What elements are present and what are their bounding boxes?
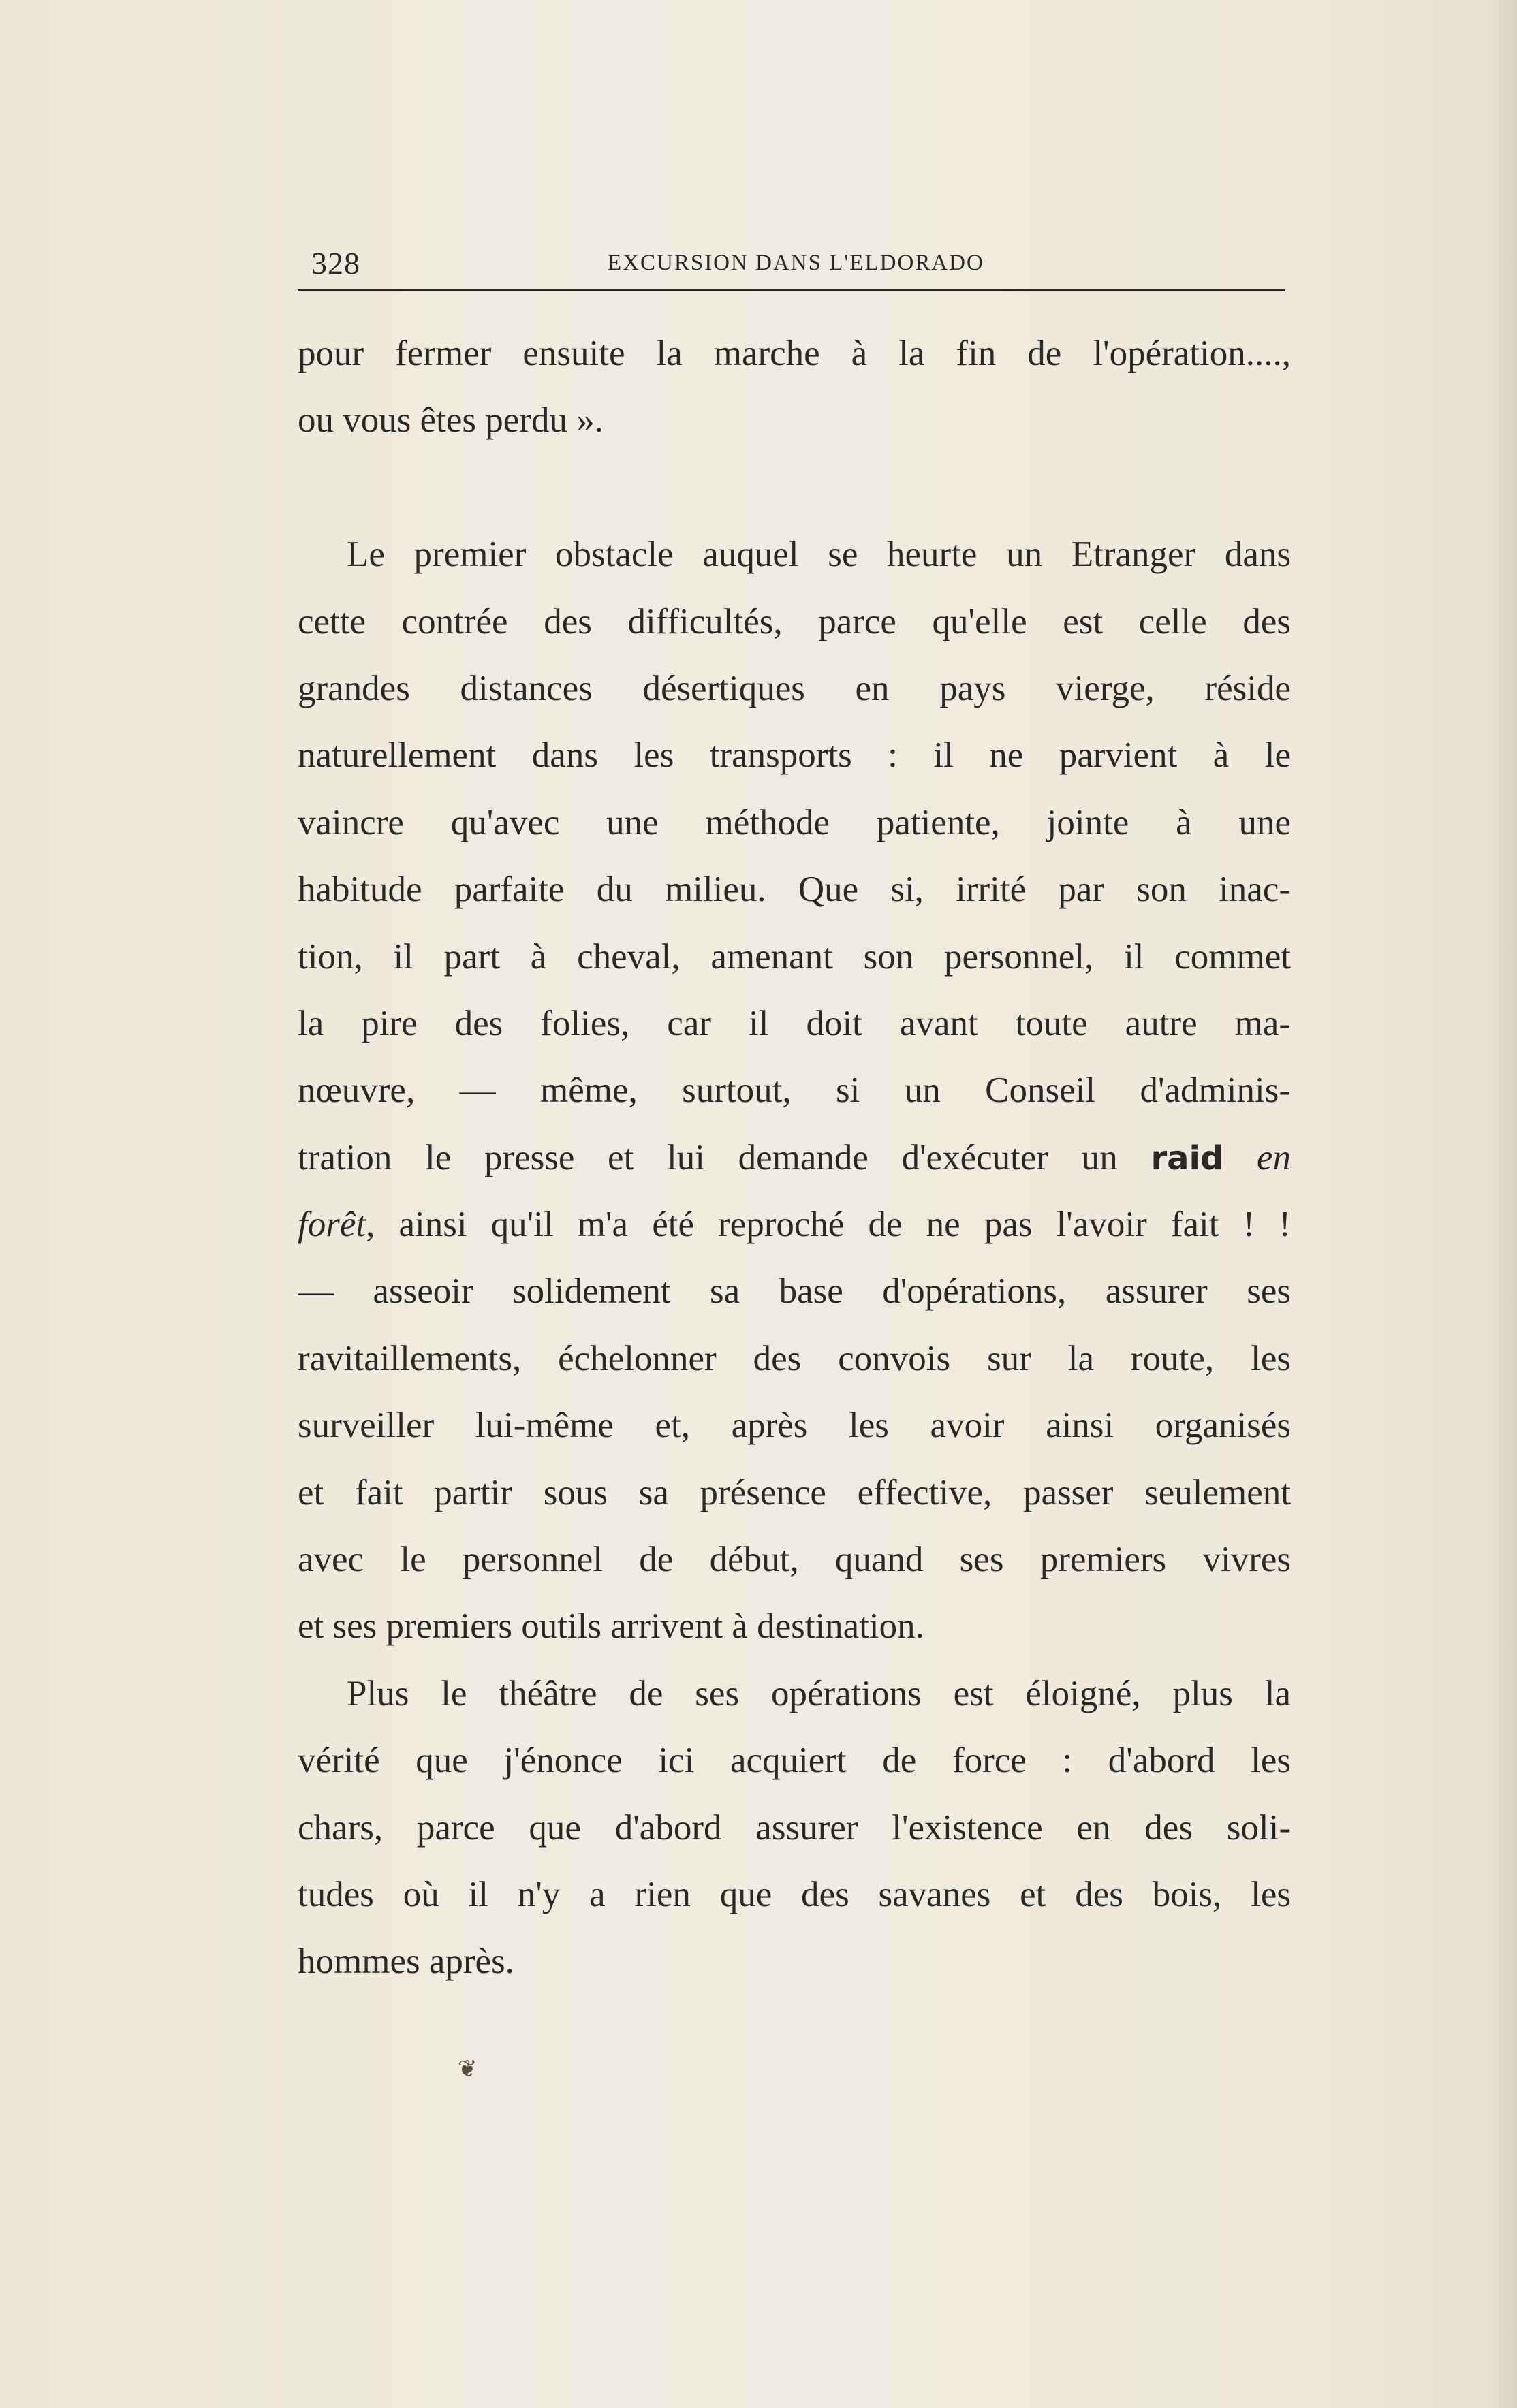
text-run: et fait partir sous sa présence effective, passer seulement xyxy=(298,1472,1291,1512)
text-run: tudes où il n'y a rien que des savanes et des bois, les xyxy=(298,1874,1291,1914)
text-run xyxy=(1223,1138,1257,1177)
text-run: surveiller lui-même et, après les avoir ainsi organisés xyxy=(298,1406,1291,1446)
header-rule xyxy=(298,289,1285,291)
text-run: tion, il part à cheval, amenant son personnel, il commet xyxy=(298,936,1291,977)
text-run-ital: forêt xyxy=(298,1205,366,1245)
text-run: et ses premiers outils arrivent à destination. xyxy=(298,1606,924,1647)
text-line xyxy=(298,588,1291,655)
text-line xyxy=(298,1727,1291,1794)
text-run: chars, parce que d'abord assurer l'existence en des soli- xyxy=(298,1807,1291,1848)
text-line xyxy=(298,1593,1291,1660)
printer-ornament: ❦ xyxy=(458,2057,478,2082)
text-run: — asseoir solidement sa base d'opérations, assurer ses xyxy=(298,1271,1291,1312)
running-head xyxy=(298,232,1285,286)
text-line xyxy=(298,990,1291,1057)
text-run-ital: en xyxy=(1256,1137,1291,1177)
text-run: la pire des folies, car il doit avant toute autre ma- xyxy=(298,1003,1291,1043)
text-run: hommes après. xyxy=(298,1942,514,1982)
text-line xyxy=(298,1325,1291,1392)
text-line xyxy=(298,856,1291,923)
text-line xyxy=(298,1057,1291,1124)
text-run: cette contrée des difficultés, parce qu'elle est celle des xyxy=(298,601,1291,641)
text-line xyxy=(298,789,1291,856)
text-run-bold: raid xyxy=(1151,1139,1224,1177)
page-edge-shadow xyxy=(1490,0,1517,2408)
text-run: tration le presse et lui demande d'exécuter un xyxy=(298,1137,1151,1177)
text-line xyxy=(298,1526,1291,1593)
text-line xyxy=(298,1124,1291,1191)
text-run: grandes distances désertiques en pays vierge, réside xyxy=(298,668,1291,708)
text-run: avec le personnel de début, quand ses premiers vivres xyxy=(298,1540,1291,1580)
text-run: ravitaillements, échelonner des convois sur la route, les xyxy=(298,1338,1291,1378)
text-line xyxy=(298,655,1291,722)
text-line xyxy=(298,1258,1291,1325)
paragraph-gap xyxy=(298,454,1291,521)
text-run: ou vous êtes perdu ». xyxy=(298,400,604,441)
text-run: pour fermer ensuite la marche à la fin de l'opération...., xyxy=(298,334,1291,373)
text-line xyxy=(298,1928,1291,1995)
text-line xyxy=(298,1392,1291,1459)
page-number: 328 xyxy=(311,246,360,281)
text-line xyxy=(298,1660,1291,1727)
text-line xyxy=(298,923,1291,990)
text-line xyxy=(298,521,1291,588)
text-line xyxy=(298,1794,1291,1861)
text-run: , ainsi qu'il m'a été reproché de ne pas l'avoir fait ! ! xyxy=(366,1205,1291,1245)
text-run: vérité que j'énonce ici acquiert de force : d'abord les xyxy=(298,1741,1291,1781)
text-run: nœuvre, — même, surtout, si un Conseil d'adminis- xyxy=(298,1071,1291,1111)
text-run: Plus le théâtre de ses opérations est éloigné, plus la xyxy=(347,1673,1291,1713)
text-run: habitude parfaite du milieu. Que si, irrité par son inac- xyxy=(298,870,1291,910)
running-title: EXCURSION DANS L'ELDORADO xyxy=(608,251,984,275)
body-text xyxy=(298,320,1291,1995)
text-line xyxy=(298,320,1291,387)
text-line xyxy=(298,387,1291,454)
text-line xyxy=(298,1459,1291,1526)
text-line xyxy=(298,1191,1291,1258)
text-line xyxy=(298,1861,1291,1928)
text-run: Le premier obstacle auquel se heurte un Etranger dans xyxy=(347,535,1291,575)
text-line xyxy=(298,722,1291,789)
text-run: naturellement dans les transports : il ne parvient à le xyxy=(298,735,1291,776)
text-run: vaincre qu'avec une méthode patiente, jointe à une xyxy=(298,802,1291,842)
